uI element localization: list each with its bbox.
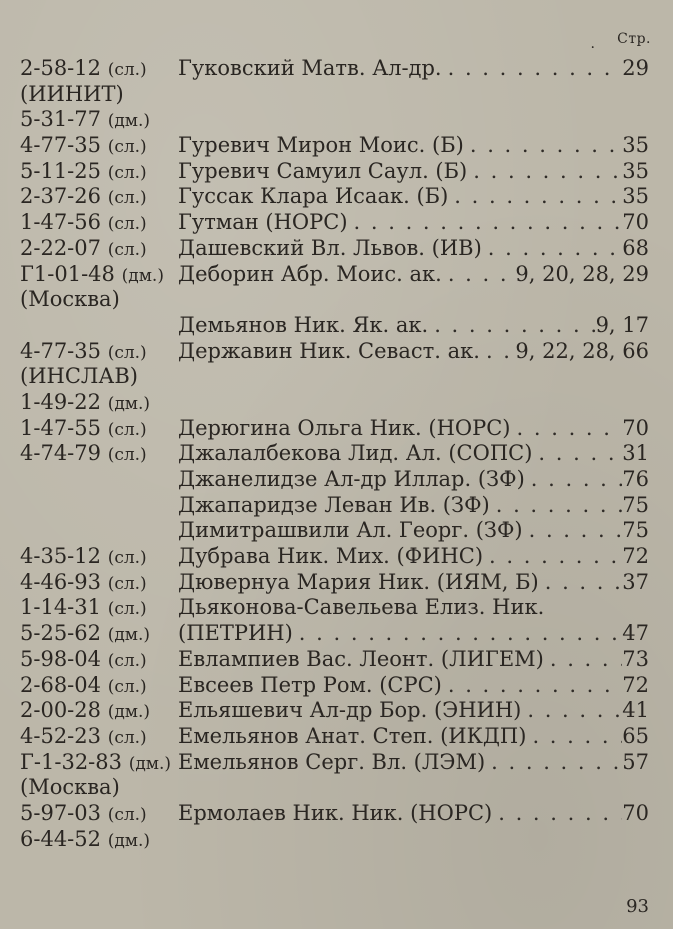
- directory-entry: [0, 313, 673, 339]
- page-references: 9, 17: [595, 312, 649, 337]
- person-name: Джалалбекова Лид. Ал. (СОПС): [178, 441, 533, 466]
- person-name: (ПЕТРИН): [178, 621, 293, 646]
- entry-body: [178, 441, 649, 467]
- phone-type: (сл.): [107, 214, 147, 235]
- dot-leader: [482, 236, 622, 262]
- directory-entry: [0, 493, 673, 519]
- phone-number: 4-77-35: [20, 338, 101, 363]
- page-references: 72: [622, 544, 649, 569]
- page-references: 70: [622, 800, 649, 825]
- directory-entry: [0, 339, 673, 365]
- phone-type: (сл.): [107, 419, 147, 440]
- page-references: 68: [622, 235, 649, 260]
- dot-leader: [523, 518, 623, 544]
- directory-entry: [0, 698, 673, 724]
- dot-leader: [442, 673, 622, 699]
- phone-type: (сл.): [107, 162, 147, 183]
- page-references: 70: [622, 415, 649, 440]
- directory-entry: [0, 56, 673, 82]
- phone-type: (сл.): [107, 676, 147, 697]
- person-name: Гуковский Матв. Ал-др.: [178, 56, 442, 80]
- directory-entry: [0, 775, 673, 801]
- page-references: 35: [622, 133, 649, 158]
- directory-entry: [0, 544, 673, 570]
- page-references: 41: [622, 698, 649, 723]
- directory-entry: [0, 184, 673, 210]
- page-references: 76: [622, 467, 649, 491]
- phone-number: 4-46-93: [20, 569, 101, 594]
- page-references: 37: [622, 569, 649, 594]
- person-name: Дашевский Вл. Львов. (ИВ): [178, 235, 482, 260]
- phone-cell: [20, 133, 178, 161]
- phone-type: (сл.): [107, 445, 147, 466]
- dot-leader: [483, 544, 622, 570]
- phone-cell: [20, 287, 178, 313]
- phone-number: 2-22-07: [20, 235, 101, 260]
- directory-entry: [0, 236, 673, 262]
- phone-type: (сл.): [107, 60, 147, 80]
- phone-type: (сл.): [107, 342, 147, 363]
- phone-cell: [20, 595, 178, 623]
- person-name: Гуссак Клара Исаак. (Б): [178, 184, 449, 209]
- phone-cell: [20, 647, 178, 675]
- directory-entry: [0, 801, 673, 827]
- page-references: 9, 22, 28, 66: [515, 338, 649, 363]
- person-name: Гутман (НОРС): [178, 210, 348, 235]
- phone-number: 1-47-55: [20, 415, 101, 440]
- page-references: 35: [622, 184, 649, 209]
- directory-entry: [0, 364, 673, 390]
- phone-cell: [20, 416, 178, 444]
- directory-entry: [0, 750, 673, 776]
- directory-entry: [0, 673, 673, 699]
- directory-entry: [0, 107, 673, 133]
- entry-body: [178, 210, 649, 236]
- page-references: 9, 20, 28, 29: [515, 261, 649, 286]
- phone-type: (дм.): [107, 830, 151, 851]
- entry-body: [178, 544, 649, 570]
- phone-number: 4-35-12: [20, 544, 101, 569]
- dot-leader: [467, 159, 622, 185]
- directory-entry: [0, 82, 673, 108]
- phone-cell: [20, 570, 178, 598]
- directory-entry: [0, 518, 673, 544]
- directory-entry: [0, 390, 673, 416]
- entry-body: [178, 262, 649, 288]
- person-name: Державин Ник. Севаст. ак.: [178, 338, 480, 363]
- person-name: Джанелидзе Ал-др Иллар. (ЗФ): [178, 467, 525, 491]
- phone-type: (сл.): [107, 137, 147, 158]
- directory-list: [0, 56, 673, 852]
- dot-leader: [293, 621, 622, 647]
- person-name: Дювернуа Мария Ник. (ИЯМ, Б): [178, 569, 539, 594]
- phone-type: (дм.): [107, 625, 151, 646]
- phone-type: (сл.): [107, 548, 147, 569]
- entry-body: [178, 570, 649, 596]
- dot-leader: [480, 339, 515, 365]
- person-name: Димитрашвили Ал. Георг. (ЗФ): [178, 518, 523, 543]
- directory-entry: [0, 262, 673, 288]
- page-references: 47: [622, 621, 649, 646]
- phone-cell: [20, 82, 178, 108]
- page-references: 35: [622, 158, 649, 183]
- phone-cell: [20, 210, 178, 238]
- person-name: Ермолаев Ник. Ник. (НОРС): [178, 800, 493, 825]
- phone-type: (дм.): [128, 753, 172, 774]
- phone-number: 2-00-28: [20, 698, 101, 723]
- directory-entry: [0, 287, 673, 313]
- page-column-header: Стр.: [617, 31, 651, 47]
- page-references: 73: [622, 646, 649, 671]
- person-name: Демьянов Ник. Як. ак.: [178, 312, 429, 337]
- person-name: Емельянов Серг. Вл. (ЛЭМ): [178, 749, 486, 774]
- phone-type: (дм.): [107, 702, 151, 723]
- entry-body: [178, 467, 649, 493]
- phone-number: (ИНСЛАВ): [20, 364, 138, 389]
- phone-cell: [20, 750, 178, 778]
- directory-entry: [0, 159, 673, 185]
- entry-body: [178, 621, 649, 647]
- entry-body: [178, 647, 649, 673]
- entry-body: [178, 416, 649, 442]
- phone-number: (Москва): [20, 775, 120, 800]
- phone-number: 5-11-25: [20, 158, 101, 183]
- phone-type: (дм.): [107, 111, 151, 132]
- entry-body: [178, 313, 649, 339]
- directory-entry: [0, 467, 673, 493]
- phone-cell: [20, 801, 178, 829]
- phone-cell: [20, 673, 178, 701]
- dot-leader: [492, 801, 622, 827]
- phone-cell: [20, 441, 178, 469]
- dot-leader: [485, 750, 622, 776]
- phone-cell: [20, 339, 178, 367]
- dot-leader: [521, 698, 622, 724]
- entry-body: [178, 236, 649, 262]
- phone-cell: [20, 775, 178, 801]
- phone-number: 1-47-56: [20, 210, 101, 235]
- page-references: 75: [622, 492, 649, 517]
- phone-cell: [20, 724, 178, 752]
- directory-entry: [0, 724, 673, 750]
- phone-type: (сл.): [107, 599, 147, 620]
- directory-entry: [0, 133, 673, 159]
- phone-type: (сл.): [107, 239, 147, 260]
- entry-body: [178, 595, 649, 621]
- directory-entry: [0, 595, 673, 621]
- phone-number: 2-37-26: [20, 184, 101, 209]
- phone-number: Г1-01-48: [20, 261, 115, 286]
- person-name: Евсеев Петр Ром. (СРС): [178, 672, 442, 697]
- phone-number: 6-44-52: [20, 826, 101, 851]
- page-references: 70: [622, 210, 649, 235]
- directory-entry: [0, 621, 673, 647]
- phone-cell: [20, 184, 178, 212]
- entry-body: [178, 801, 649, 827]
- phone-cell: [20, 827, 178, 855]
- page-references: 65: [622, 723, 649, 748]
- phone-type: (сл.): [107, 804, 147, 825]
- phone-type: (дм.): [107, 393, 151, 414]
- person-name: Ельяшевич Ал-др Бор. (ЭНИН): [178, 698, 522, 723]
- phone-cell: [20, 56, 178, 84]
- entry-body: [178, 493, 649, 519]
- dot-leader: [511, 416, 623, 442]
- entry-body: [178, 750, 649, 776]
- person-name: Гуревич Самуил Саул. (Б): [178, 158, 468, 183]
- dot-leader: [428, 313, 595, 339]
- person-name: Деборин Абр. Моис. ак.: [178, 261, 442, 286]
- phone-number: 1-14-31: [20, 595, 101, 620]
- person-name: Дерюгина Ольга Ник. (НОРС): [178, 415, 511, 440]
- phone-type: (сл.): [107, 727, 147, 748]
- dot-leader: [532, 441, 622, 467]
- phone-number: (Москва): [20, 287, 120, 312]
- person-name: Гуревич Мирон Моис. (Б): [178, 133, 464, 158]
- phone-cell: [20, 390, 178, 418]
- page-number: 93: [626, 896, 649, 917]
- directory-entry: [0, 647, 673, 673]
- entry-body: [178, 698, 649, 724]
- page-references: 29: [622, 56, 649, 80]
- person-name: Евлампиев Вас. Леонт. (ЛИГЕМ): [178, 646, 544, 671]
- phone-cell: [20, 698, 178, 726]
- entry-body: [178, 518, 649, 544]
- phone-number: 1-49-22: [20, 389, 101, 414]
- directory-entry: [0, 827, 673, 853]
- entry-body: [178, 133, 649, 159]
- phone-type: (дм.): [121, 265, 164, 286]
- entry-body: [178, 56, 649, 82]
- phone-cell: [20, 364, 178, 390]
- phone-number: 4-74-79: [20, 441, 101, 466]
- person-name: Дьяконова-Савельева Елиз. Ник.: [178, 595, 545, 620]
- phone-number: 4-77-35: [20, 133, 101, 158]
- page-references: 31: [622, 441, 649, 466]
- phone-cell: [20, 159, 178, 187]
- dot-leader: [464, 133, 622, 159]
- dot-leader: [348, 210, 623, 236]
- header-dot: .: [590, 36, 595, 52]
- person-name: Дубрава Ник. Мих. (ФИНС): [178, 544, 484, 569]
- dot-leader: [525, 467, 623, 493]
- directory-entry: [0, 570, 673, 596]
- phone-cell: [20, 621, 178, 649]
- dot-leader: [539, 570, 623, 596]
- entry-body: [178, 673, 649, 699]
- entry-body: [178, 724, 649, 750]
- phone-cell: [20, 544, 178, 572]
- phone-number: 5-97-03: [20, 800, 101, 825]
- dot-leader: [442, 262, 516, 288]
- phone-number: 5-25-62: [20, 621, 101, 646]
- phone-cell: [20, 262, 178, 290]
- phone-number: Г-1-32-83: [20, 749, 122, 774]
- phone-number: 2-58-12: [20, 56, 101, 80]
- dot-leader: [544, 647, 622, 673]
- page-references: 72: [622, 672, 649, 697]
- phone-cell: [20, 236, 178, 264]
- page-references: 57: [622, 749, 649, 774]
- dot-leader: [442, 56, 623, 82]
- page-references: 75: [622, 518, 649, 543]
- phone-number: (ИИНИТ): [20, 81, 124, 106]
- phone-number: 2-68-04: [20, 672, 101, 697]
- phone-type: (сл.): [107, 573, 147, 594]
- person-name: Джапаридзе Леван Ив. (ЗФ): [178, 492, 490, 517]
- directory-entry: [0, 416, 673, 442]
- phone-number: 4-52-23: [20, 723, 101, 748]
- dot-leader: [490, 493, 623, 519]
- entry-body: [178, 339, 649, 365]
- phone-number: 5-31-77: [20, 107, 101, 132]
- phone-type: (сл.): [107, 650, 147, 671]
- phone-type: (сл.): [107, 188, 147, 209]
- dot-leader: [526, 724, 622, 750]
- directory-entry: [0, 210, 673, 236]
- dot-leader: [448, 184, 622, 210]
- phone-number: 5-98-04: [20, 646, 101, 671]
- phone-cell: [20, 107, 178, 135]
- directory-entry: [0, 441, 673, 467]
- entry-body: [178, 184, 649, 210]
- person-name: Емельянов Анат. Степ. (ИКДП): [178, 723, 527, 748]
- entry-body: [178, 159, 649, 185]
